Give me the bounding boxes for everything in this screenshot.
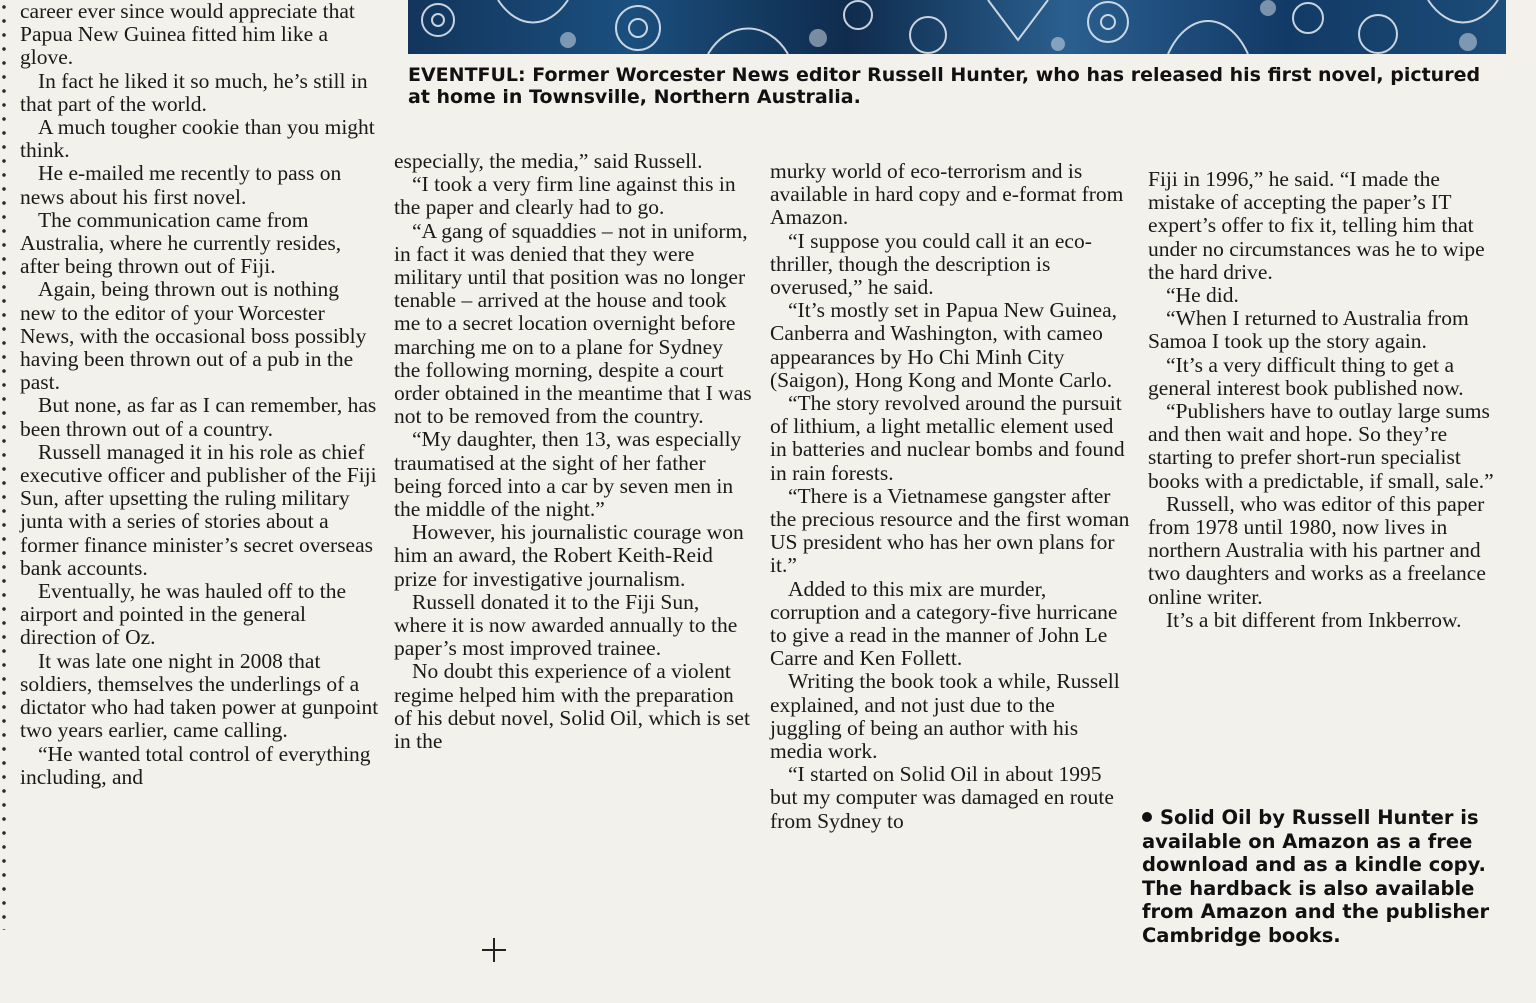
paragraph: It was late one night in 2008 that soldiers, themselves the underlings of a dictator who had taken power at gunpoint two years earlier, came calling. (20, 648, 379, 743)
paragraph: However, his journalistic courage won him an award, the Robert Keith-Reid prize for investigative journalism. (394, 520, 744, 591)
paragraph: Russell managed it in his role as chief executive officer and publisher of the Fiji Sun, after upsetting the ruling military junta with a series of stories about a former finance minister’s secret overseas bank accounts. (20, 439, 377, 580)
paragraph: especially, the media,” said Russell. (394, 149, 703, 173)
perforation-dots (0, 0, 8, 930)
info-box-text: Solid Oil by Russell Hunter is available on Amazon as a free download and as a kindle copy. The hardback is also available from Amazon and the publisher Cambridge books. (1142, 806, 1490, 947)
paragraph: “When I returned to Australia from Samoa I took up the story again. (1148, 306, 1469, 354)
paragraph: It’s a bit different from Inkberrow. (1166, 607, 1462, 632)
paragraph: Added to this mix are murder, corruption and a category-five hurricane to give a read in the manner of John Le Carre and Ken Follett. (770, 576, 1118, 671)
paragraph: “It’s a very difficult thing to get a general interest book published now. (1148, 352, 1464, 400)
paragraph: Eventually, he was hauled off to the airport and pointed in the general direction of Oz. (20, 579, 347, 650)
column-1 (20, 0, 380, 789)
paragraph: Russell, who was editor of this paper from 1978 until 1980, now lives in northern Australia with his partner and two daughters and works as a freelance online writer. (1148, 491, 1486, 609)
paragraph: “I started on Solid Oil in about 1995 but my computer was damaged en route from Sydney to (770, 762, 1114, 833)
paragraph: murky world of eco-terrorism and is available in hard copy and e-format from Amazon. (770, 159, 1124, 230)
paragraph: “Publishers have to outlay large sums and then wait and hope. So they’re starting to prefer short-run specialist books with a predictable, if small, sale.” (1148, 399, 1494, 493)
paragraph: “My daughter, then 13, was especially traumatised at the sight of her father being forced into a car by seven men in the middle of the night.” (394, 427, 742, 522)
paragraph: “He did. (1166, 283, 1239, 308)
paragraph: Writing the book took a while, Russell explained, and not just due to the juggling of being an author with his media work. (770, 669, 1120, 764)
column-4 (1148, 168, 1498, 632)
paragraph: “The story revolved around the pursuit of lithium, a light metallic element used in batteries and nuclear bombs and found in rain forests. (770, 391, 1125, 485)
paragraph: The communication came from Australia, where he currently resides, after being thrown out of Fiji. (20, 207, 342, 279)
photo-caption (408, 64, 1488, 108)
paragraph: He e-mailed me recently to pass on news about his first novel. (20, 161, 342, 209)
paragraph: “I took a very firm line against this in the paper and clearly had to go. (394, 172, 736, 220)
caption-text: Former Worcester News editor Russell Hunter, who has released his first novel, pictured at home in Townsville, Northern Australia. (408, 64, 1481, 108)
column-2 (394, 150, 754, 753)
paragraph: “I suppose you could call it an eco-thriller, though the description is overused,” he said. (770, 228, 1092, 300)
paragraph: career ever since would appreciate that Papua New Guinea fitted him like a glove. (20, 0, 355, 70)
paragraph: Again, being thrown out is nothing new to the editor of your Worcester News, with the occasional boss possibly having been thrown out of a pub in the past. (20, 277, 367, 395)
registration-mark-icon (482, 938, 506, 962)
info-box (1142, 806, 1492, 947)
bullet-icon (1142, 812, 1152, 822)
paragraph: In fact he liked it so much, he’s still in that part of the world. (20, 68, 368, 116)
column-3 (770, 160, 1130, 833)
paragraph: Fiji in 1996,” he said. “I made the mistake of accepting the paper’s IT expert’s offer to fix it, telling him that under no circumstances was he to wipe the hard drive. (1148, 167, 1485, 284)
photo-strip (408, 0, 1506, 54)
paragraph: “He wanted total control of everything including, and (20, 741, 371, 789)
paragraph: “A gang of squaddies – not in uniform, in fact it was denied that they were military until that position was no longer tenable – arrived at the house and took me to a secret location overnight before marching me on to a plane for Sydney the following morning, despite a court order obtained in the meantime that I was not to be removed from the country. (394, 218, 752, 429)
paragraph: A much tougher cookie than you might think. (20, 115, 375, 163)
paragraph: “It’s mostly set in Papua New Guinea, Canberra and Washington, with cameo appearances by Ho Chi Minh City (Saigon), Hong Kong and Monte Carlo. (770, 298, 1118, 392)
paragraph: But none, as far as I can remember, has been thrown out of a country. (20, 393, 377, 441)
paragraph: Russell donated it to the Fiji Sun, where it is now awarded annually to the paper’s most improved trainee. (394, 589, 738, 661)
paragraph: No doubt this experience of a violent regime helped him with the preparation of his debut novel, Solid Oil, which is set in the (394, 659, 750, 754)
floral-pattern-image (408, 0, 1506, 54)
caption-kicker: EVENTFUL: (408, 64, 526, 86)
paragraph: “There is a Vietnamese gangster after the precious resource and the first woman US president who has her own plans for it.” (770, 483, 1130, 578)
